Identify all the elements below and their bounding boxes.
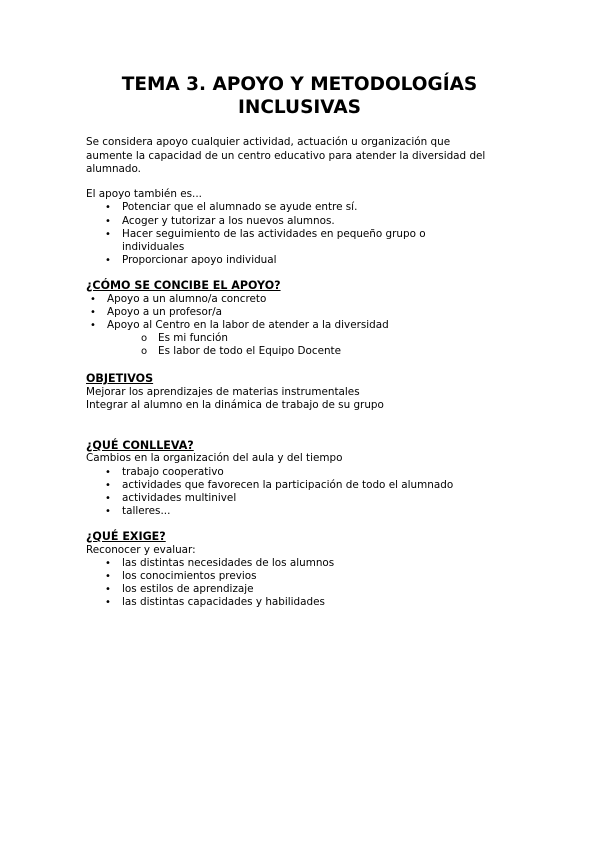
section-heading-como: ¿CÓMO SE CONCIBE EL APOYO? <box>86 279 281 292</box>
apoyo-list-item: Potenciar que el alumnado se ayude entre sí. <box>122 201 358 213</box>
como-list-item: Apoyo al Centro en la labor de atender a la diversidad <box>107 319 389 331</box>
bullet-icon: • <box>105 597 111 608</box>
conlleva-list-item: actividades que favorecen la participación de todo el alumnado <box>122 478 454 491</box>
como-list-item: Apoyo a un profesor/a <box>107 306 222 318</box>
apoyo-list-item-continuation: individuales <box>122 240 185 253</box>
bullet-icon: • <box>105 571 111 582</box>
bullet-icon: • <box>90 307 96 318</box>
bullet-icon: • <box>105 558 111 569</box>
exige-list-item: los estilos de aprendizaje <box>122 583 254 595</box>
bullet-icon: • <box>105 215 111 227</box>
intro-line: alumnado. <box>86 163 141 175</box>
bullet-icon: • <box>105 202 111 213</box>
section-heading-objetivos: OBJETIVOS <box>86 372 154 385</box>
section-heading-conlleva: ¿QUÉ CONLLEVA? <box>86 439 194 452</box>
bullet-icon: • <box>105 492 111 504</box>
conlleva-list-item: trabajo cooperativo <box>122 465 224 478</box>
apoyo-list-item: Proporcionar apoyo individual <box>122 253 277 266</box>
objetivos-line: Integrar al alumno en la dinámica de trabajo de su grupo <box>86 399 384 411</box>
como-list-item: Apoyo a un alumno/a concreto <box>107 293 267 305</box>
conlleva-list-item: actividades multinivel <box>122 491 237 504</box>
sub-bullet-icon: o <box>141 346 148 357</box>
apoyo-list-item: Hacer seguimiento de las actividades en pequeño grupo o <box>122 228 426 240</box>
apoyo-list-item: Acoger y tutorizar a los nuevos alumnos. <box>122 214 335 227</box>
objetivos-line: Mejorar los aprendizajes de materias instrumentales <box>86 385 360 398</box>
sub-bullet-icon: o <box>141 333 148 344</box>
intro-line: Se considera apoyo cualquier actividad, actuación u organización que <box>86 136 451 148</box>
bullet-icon: • <box>105 584 111 595</box>
bullet-icon: • <box>105 254 111 266</box>
intro-line: aumente la capacidad de un centro educativo para atender la diversidad del <box>86 149 486 162</box>
document-title-line-1: TEMA 3. APOYO Y METODOLOGÍAS <box>121 74 478 95</box>
bullet-icon: • <box>105 505 111 517</box>
bullet-icon: • <box>105 229 111 240</box>
conlleva-intro: Cambios en la organización del aula y del tiempo <box>86 452 343 464</box>
como-sub-item: Es mi función <box>158 332 228 344</box>
document-title-line-2: INCLUSIVAS <box>237 97 361 118</box>
section-heading-exige: ¿QUÉ EXIGE? <box>86 530 166 543</box>
conlleva-list-item: talleres... <box>122 504 171 517</box>
exige-list-item: las distintas capacidades y habilidades <box>122 596 325 608</box>
bullet-icon: • <box>105 466 111 478</box>
bullet-icon: • <box>90 320 96 331</box>
exige-list-item: los conocimientos previos <box>122 570 257 582</box>
bullet-icon: • <box>105 479 111 491</box>
exige-intro: Reconocer y evaluar: <box>86 543 196 556</box>
apoyo-label: El apoyo también es... <box>86 188 202 200</box>
como-sub-item: Es labor de todo el Equipo Docente <box>158 345 342 357</box>
exige-list-item: las distintas necesidades de los alumnos <box>122 557 335 569</box>
bullet-icon: • <box>90 294 96 305</box>
